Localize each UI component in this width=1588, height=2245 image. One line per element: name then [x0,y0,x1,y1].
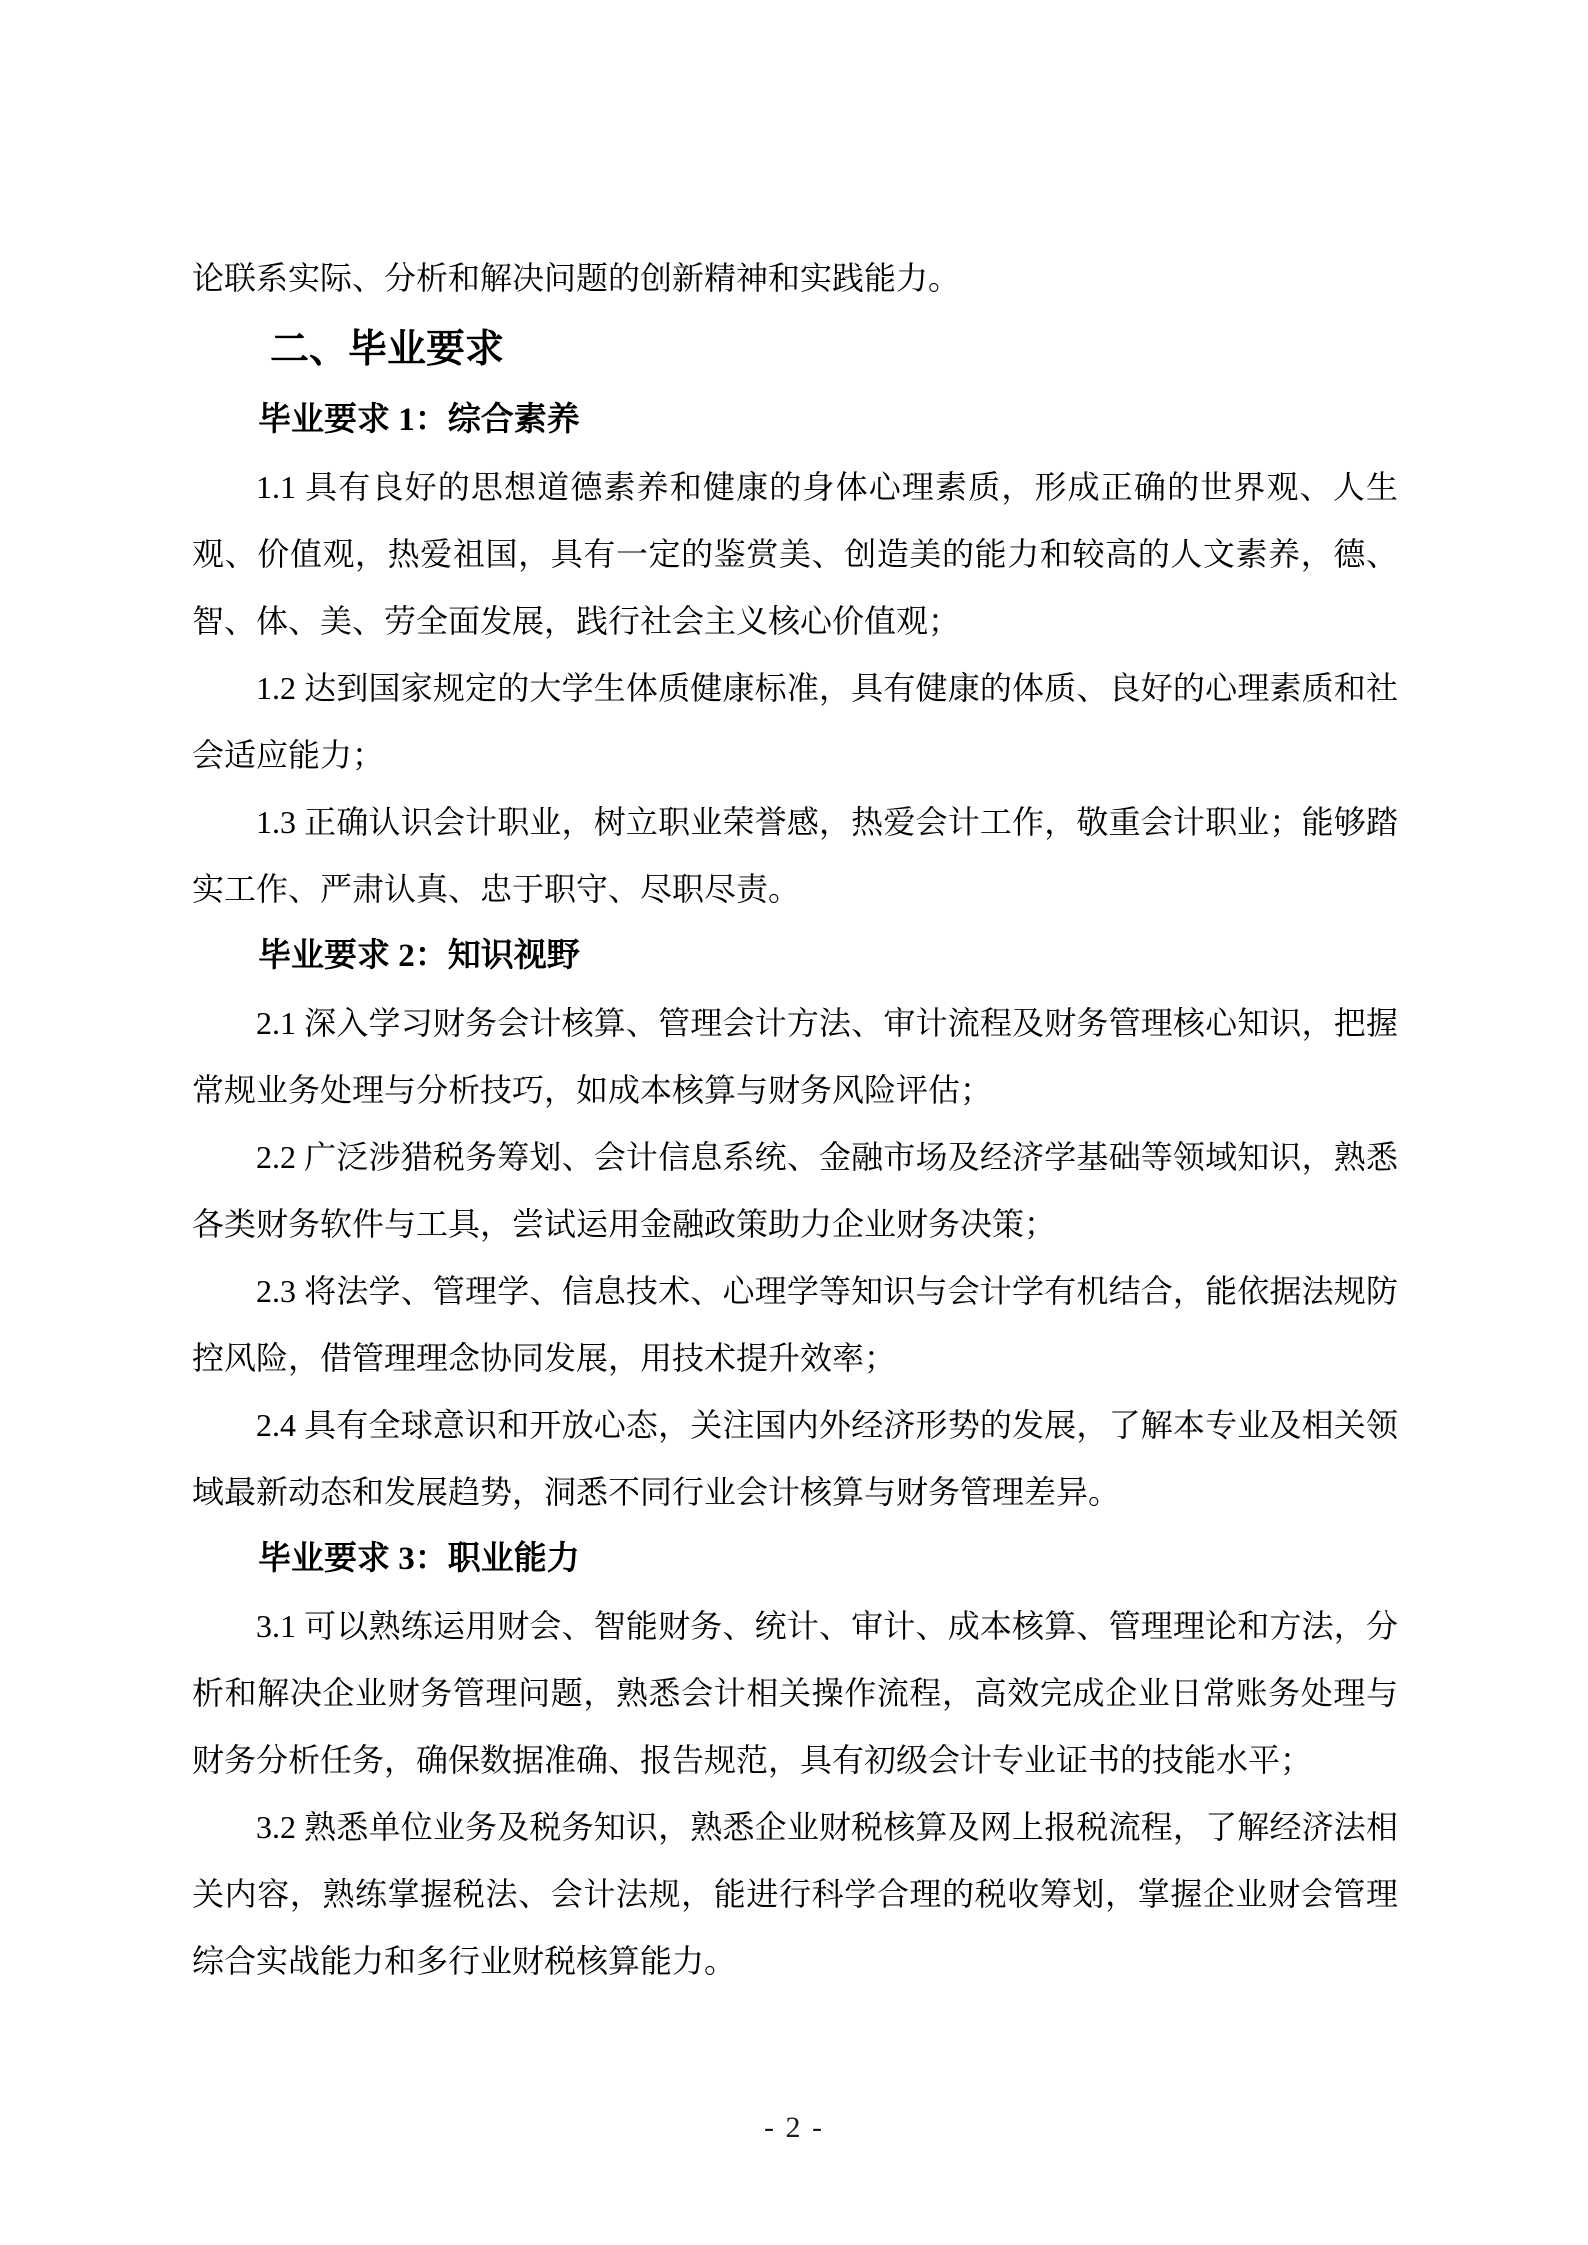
paragraph: 3.1 可以熟练运用财会、智能财务、统计、审计、成本核算、管理理论和方法，分析和解决企业财务管理问题，熟悉会计相关操作流程，高效完成企业日常账务处理与财务分析任务，确保数据准确、报告规范，具有初级会计专业证书的技能水平； [192,1608,1398,1778]
section-heading: 毕业要求 2：知识视野 [258,938,580,974]
paragraph: 1.3 正确认识会计职业，树立职业荣誉感，热爱会计工作，敬重会计职业；能够踏实工作、严肃认真、忠于职守、尽职尽责。 [192,804,1398,907]
section-heading: 毕业要求 1：综合素养 [258,402,580,438]
paragraph: 1.2 达到国家规定的大学生体质健康标准，具有健康的体质、良好的心理素质和社会适应能力； [192,670,1398,773]
section-heading: 二、毕业要求 [270,328,505,371]
paragraph: 2.2 广泛涉猎税务筹划、会计信息系统、金融市场及经济学基础等领域知识，熟悉各类财务软件与工具，尝试运用金融政策助力企业财务决策； [192,1139,1398,1242]
paragraph: 3.2 熟悉单位业务及税务知识，熟悉企业财税核算及网上报税流程，了解经济法相关内容，熟练掌握税法、会计法规，能进行科学合理的税收筹划，掌握企业财会管理综合实战能力和多行业财税核算能力。 [192,1809,1398,1979]
paragraph: 2.4 具有全球意识和开放心态，关注国内外经济形势的发展，了解本专业及相关领域最新动态和发展趋势，洞悉不同行业会计核算与财务管理差异。 [192,1407,1398,1510]
paragraph: 2.3 将法学、管理学、信息技术、心理学等知识与会计学有机结合，能依据法规防控风险，借管理理念协同发展，用技术提升效率； [192,1273,1398,1376]
section-heading: 毕业要求 3：职业能力 [258,1541,580,1577]
document-body [192,245,1398,1995]
paragraph: 1.1 具有良好的思想道德素养和健康的身体心理素质，形成正确的世界观、人生观、价值观，热爱祖国，具有一定的鉴赏美、创造美的能力和较高的人文素养，德、智、体、美、劳全面发展，践行社会主义核心价值观； [192,469,1398,639]
paragraph: 2.1 深入学习财务会计核算、管理会计方法、审计流程及财务管理核心知识，把握常规业务处理与分析技巧，如成本核算与财务风险评估； [192,1005,1398,1108]
page-number: - 2 - [764,2111,824,2144]
paragraph: 论联系实际、分析和解决问题的创新精神和实践能力。 [192,260,961,296]
